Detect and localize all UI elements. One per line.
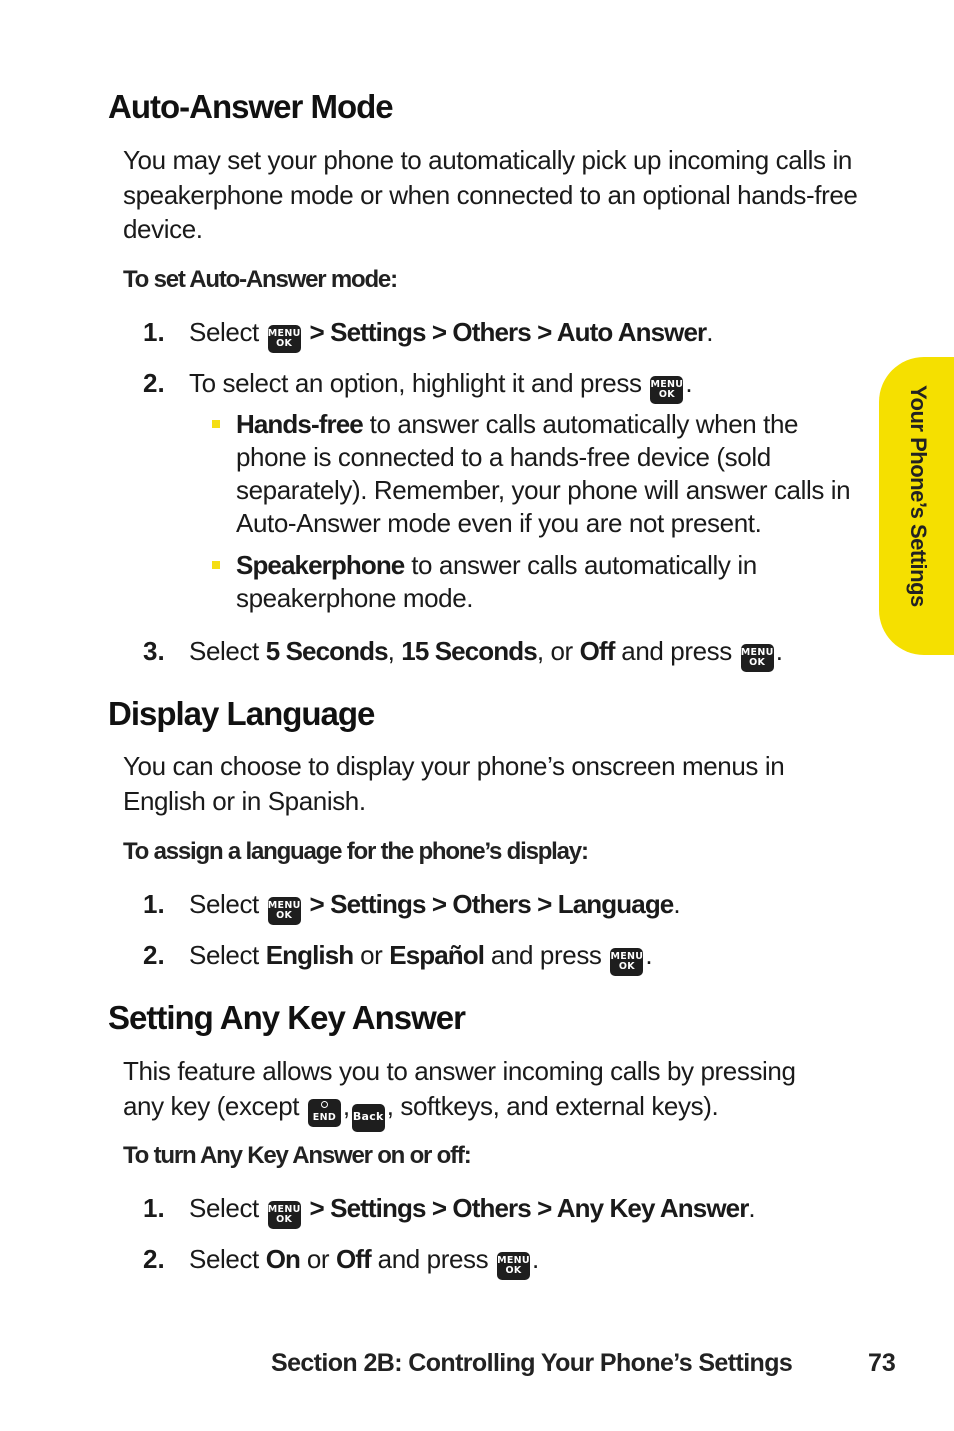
auto-answer-heading: Auto-Answer Mode — [108, 88, 393, 125]
auto-answer-lead: To set Auto-Answer mode: — [123, 266, 397, 293]
display-language-heading: Display Language — [108, 695, 375, 732]
auto-answer-step-2: 2. To select an option, highlight it and press MENU OK . — [143, 366, 868, 404]
display-language-step-2: 2. Select English or Español and press MENU OK . — [143, 938, 868, 976]
menu-ok-key-icon: MENU OK — [268, 325, 301, 353]
auto-answer-step-3: 3. Select 5 Seconds, 15 Seconds, or Off and press MENU OK . — [143, 634, 868, 672]
menu-ok-key-icon: MENU OK — [650, 376, 683, 404]
menu-ok-key-icon: MENU OK — [741, 644, 774, 672]
menu-ok-key-icon: MENU OK — [268, 897, 301, 925]
any-key-intro: This feature allows you to answer incoming calls by pressing any key (except END , Back , softkeys, and external keys). — [123, 1054, 868, 1132]
bullet-speakerphone: Speakerphone to answer calls automatically in speakerphone mode. — [236, 549, 866, 615]
any-key-step-1: 1. Select MENU OK > Settings > Others > Any Key Answer. — [143, 1191, 868, 1229]
side-tab-label: Your Phone’s Settings — [906, 385, 931, 607]
any-key-lead: To turn Any Key Answer on or off: — [123, 1142, 471, 1169]
back-key-icon: Back — [352, 1104, 385, 1132]
any-key-heading: Setting Any Key Answer — [108, 999, 465, 1036]
page-number: 73 — [868, 1349, 896, 1377]
bullet-hands-free: Hands-free to answer calls automatically when the phone is connected to a hands-free device (sold separately). Remember, your phone will answer calls in Auto-Answer mode even if you are not present. — [236, 408, 866, 540]
menu-ok-key-icon: MENU OK — [610, 948, 643, 976]
auto-answer-step-1: 1. Select MENU OK > Settings > Others > Auto Answer. — [143, 315, 868, 353]
menu-ok-key-icon: MENU OK — [268, 1201, 301, 1229]
menu-ok-key-icon: MENU OK — [497, 1252, 530, 1280]
bullet-square-icon — [212, 420, 220, 428]
bullet-square-icon — [212, 561, 220, 569]
display-language-step-1: 1. Select MENU OK > Settings > Others > Language. — [143, 887, 868, 925]
display-language-intro: You can choose to display your phone’s onscreen menus in English or in Spanish. — [123, 751, 785, 816]
any-key-step-2: 2. Select On or Off and press MENU OK . — [143, 1242, 868, 1280]
auto-answer-intro: You may set your phone to automatically pick up incoming calls in speakerphone mode or when connected to an optional hands-free device. — [123, 145, 858, 244]
end-key-icon: END — [308, 1099, 341, 1127]
display-language-lead: To assign a language for the phone’s display: — [123, 838, 588, 865]
footer-section-title: Section 2B: Controlling Your Phone’s Settings — [271, 1349, 793, 1377]
